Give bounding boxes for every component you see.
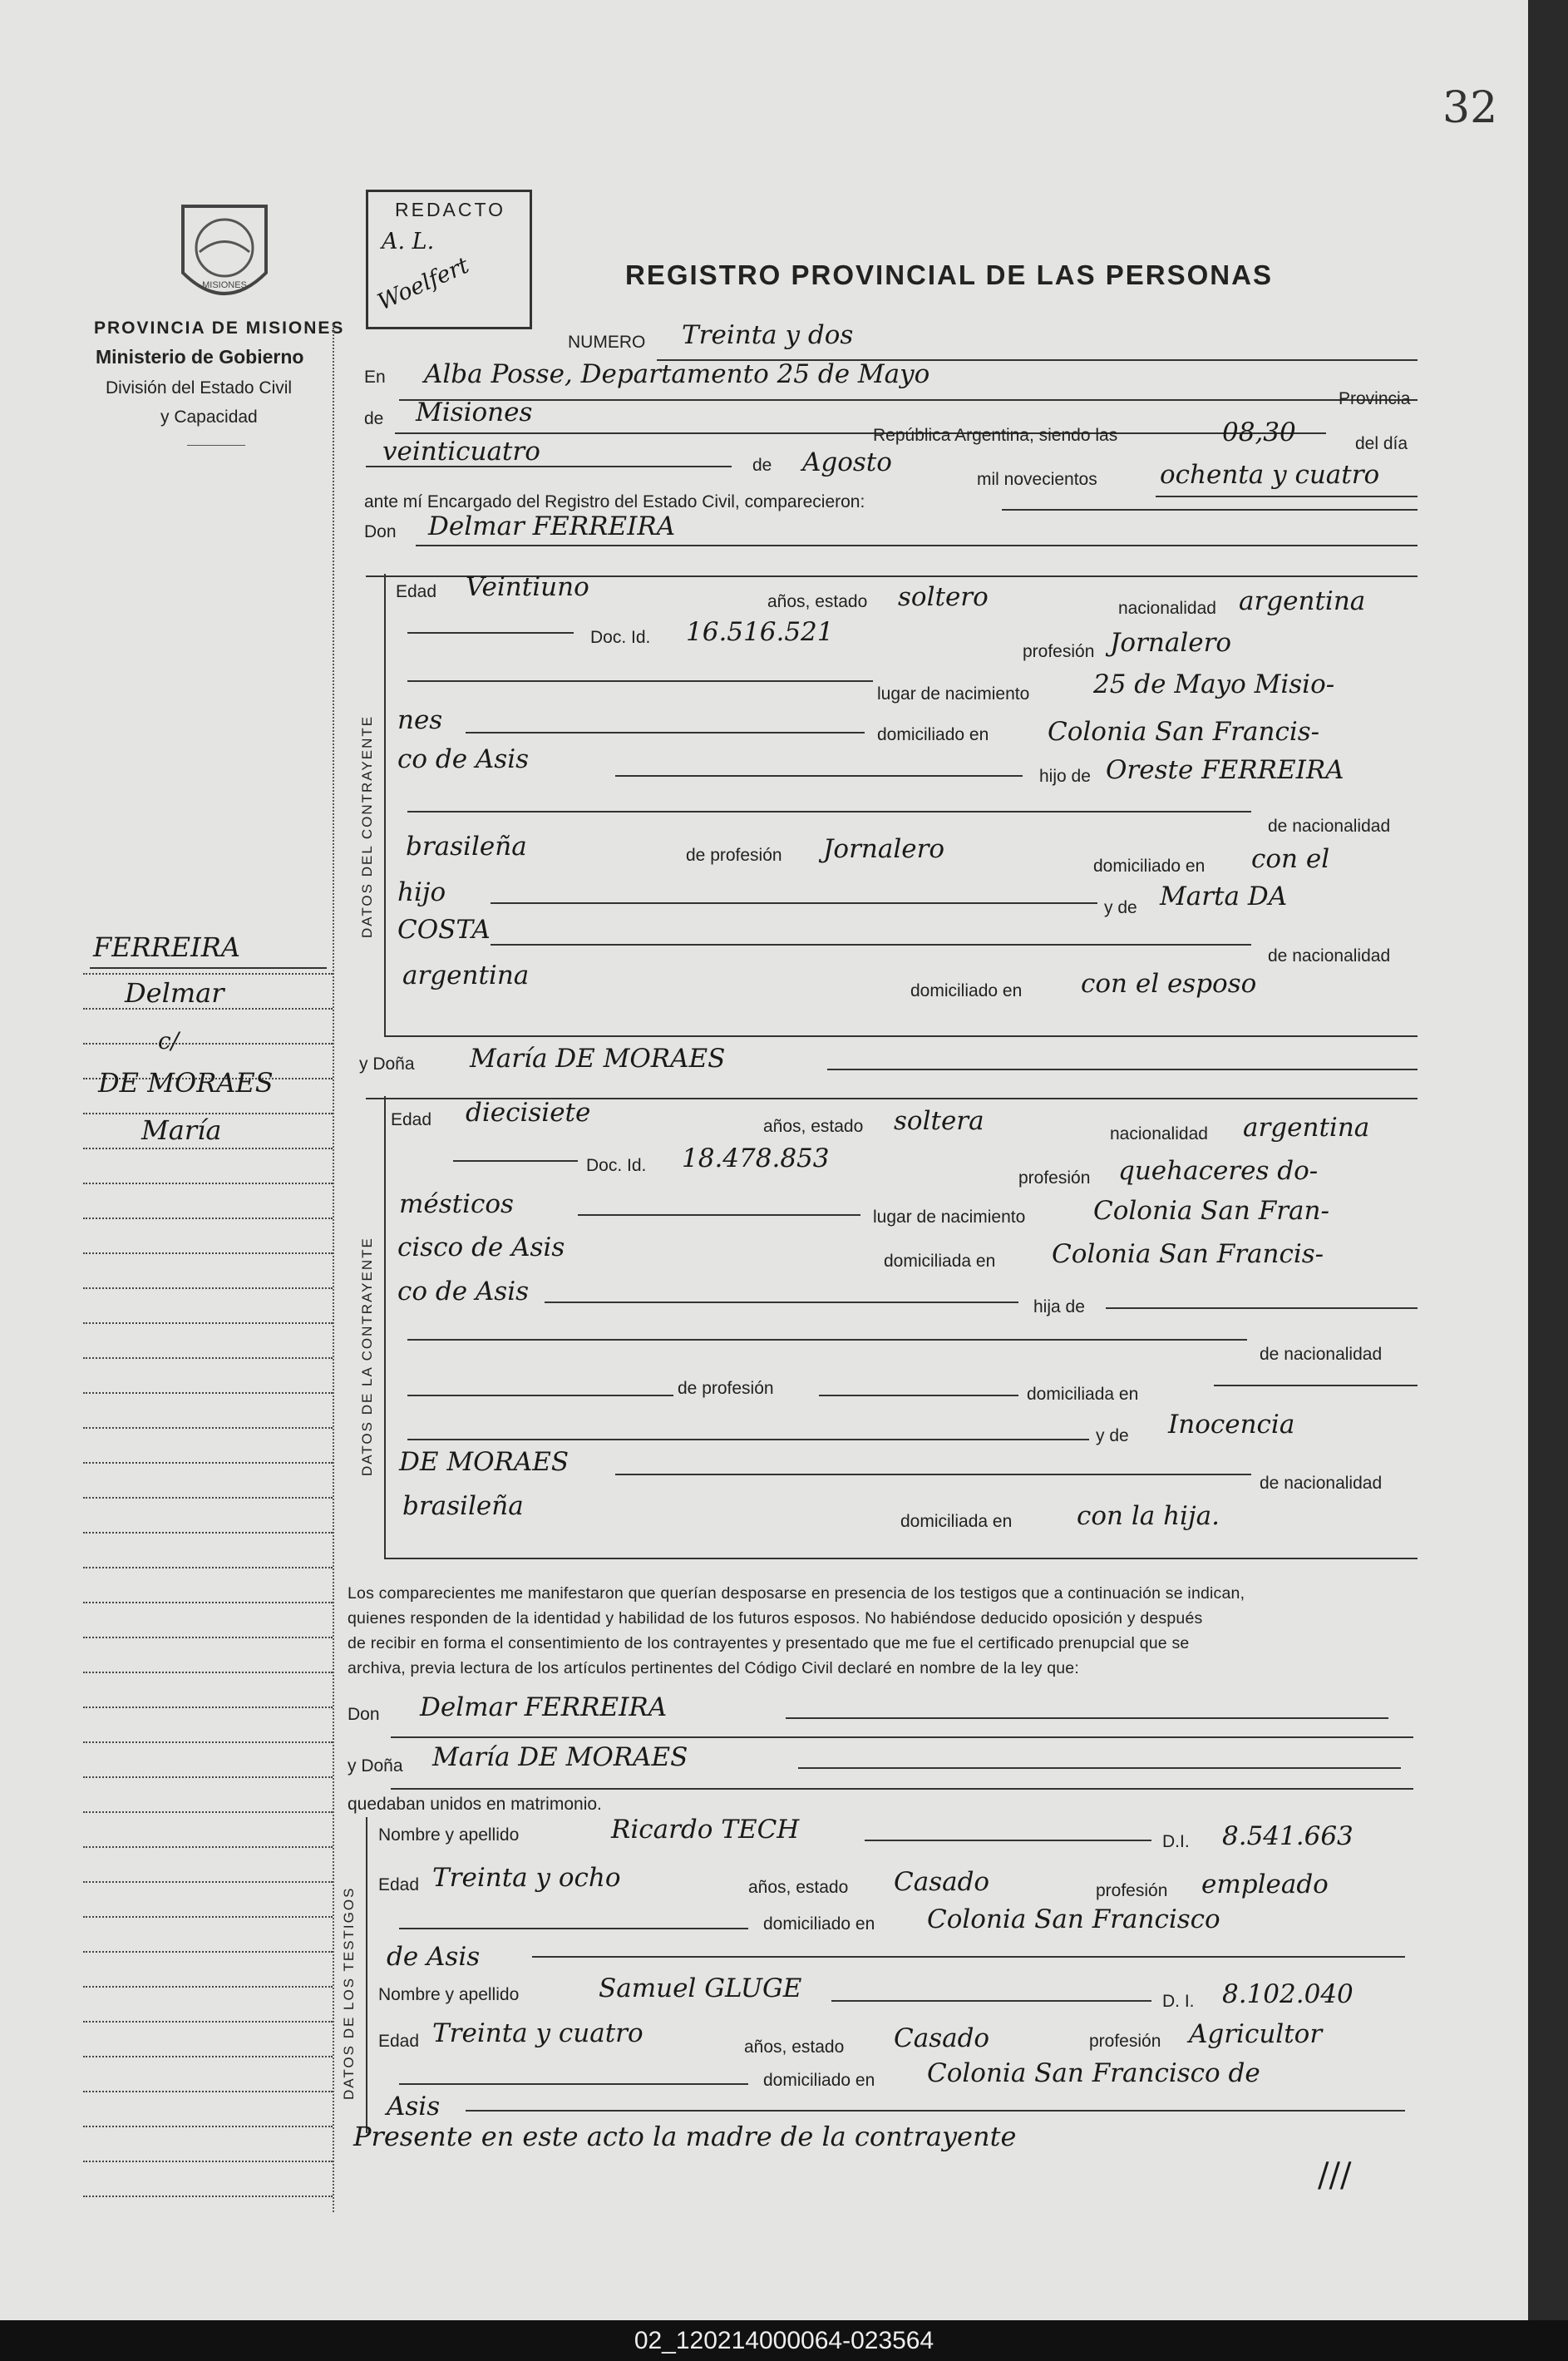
header-division-2: y Capacidad	[160, 407, 258, 427]
bride-nationality: argentina	[1243, 1113, 1370, 1143]
witness-1-di: 8.541.663	[1222, 1821, 1354, 1851]
label-en: En	[364, 368, 386, 387]
groom-age: Veintiuno	[466, 572, 589, 602]
margin-note-bride-name: María	[141, 1114, 222, 1146]
groom-doc: 16.516.521	[686, 617, 834, 647]
bride-profession-1: quehaceres do-	[1118, 1156, 1319, 1186]
label-dom-bride: domiciliada en	[884, 1252, 996, 1271]
label-doc-bride: Doc. Id.	[586, 1156, 647, 1175]
label-nac-father: de nacionalidad	[1268, 817, 1391, 836]
label-numero: NUMERO	[568, 333, 646, 352]
label-dom-mother: domiciliado en	[910, 981, 1023, 1000]
stamp-label: REDACTO	[395, 199, 506, 220]
label-anos-groom: años, estado	[767, 592, 868, 611]
stamp-handwriting-1: A. L.	[382, 229, 435, 254]
mother-nationality: argentina	[402, 961, 530, 990]
label-y-de-groom: y de	[1104, 898, 1137, 917]
label-prof-father: de profesión	[686, 846, 782, 865]
label-doc-groom: Doc. Id.	[590, 628, 651, 647]
paragraph-line-1: Los comparecientes me manifestaron que querían desposarse en presencia de los testigos que a continuación se indican,	[348, 1584, 1245, 1603]
label-dom-bride-mother: domiciliada en	[900, 1512, 1013, 1531]
header-province: PROVINCIA DE MISIONES	[94, 319, 345, 338]
label-prof-bride-father: de profesión	[678, 1379, 774, 1398]
margin-rule	[333, 324, 334, 2212]
declaration-don: Delmar FERREIRA	[420, 1692, 668, 1722]
father-address-1: con el	[1251, 844, 1330, 874]
label-de-provincia: de	[364, 409, 384, 428]
closing-mark: ///	[1318, 2156, 1352, 2195]
label-republica: República Argentina, siendo las	[873, 426, 1118, 445]
label-dom-father: domiciliado en	[1093, 857, 1206, 876]
groom-birthplace-1: 25 de Mayo Misio-	[1093, 669, 1335, 699]
label-di-w1: D.I.	[1162, 1832, 1190, 1851]
label-dom-bride-father: domiciliada en	[1027, 1385, 1139, 1404]
margin-note-with: c/	[158, 1027, 180, 1055]
label-dom-w2: domiciliado en	[763, 2071, 875, 2090]
groom-status: soltero	[898, 582, 989, 612]
paragraph-line-3: de recibir en forma el consentimiento de los contrayentes y presentado que me fue el certificado prenupcial que se	[348, 1634, 1190, 1652]
emblem-words: MISIONES	[202, 280, 247, 290]
bride-status: soltera	[894, 1106, 984, 1136]
groom-address-1: Colonia San Francis-	[1048, 717, 1320, 747]
label-edad-groom: Edad	[396, 582, 437, 601]
label-edad-bride: Edad	[391, 1110, 432, 1129]
label-provincia: Provincia	[1339, 389, 1411, 408]
label-prof-w1: profesión	[1096, 1881, 1168, 1900]
label-nac-groom: nacionalidad	[1118, 599, 1216, 618]
paragraph-line-2: quienes responden de la identidad y habilidad de los futuros esposos. No habiéndose deducido oposición y después	[348, 1609, 1203, 1628]
bride-address-2: co de Asis	[397, 1277, 530, 1306]
groom-name: Delmar FERREIRA	[428, 511, 676, 541]
provincial-emblem	[166, 190, 283, 314]
bride-address-1: Colonia San Francis-	[1052, 1239, 1324, 1269]
margin-note-name: Delmar	[125, 977, 224, 1009]
label-edad-w1: Edad	[378, 1875, 420, 1894]
label-nombre-w1: Nombre y apellido	[378, 1825, 520, 1845]
label-prof-groom: profesión	[1023, 642, 1095, 661]
record-place: Alba Posse, Departamento 25 de Mayo	[424, 359, 930, 389]
bride-birthplace-2: cisco de Asis	[397, 1232, 565, 1262]
witness-1-profession: empleado	[1201, 1870, 1329, 1899]
groom-birthplace-2: nes	[397, 705, 443, 735]
label-nac-mother: de nacionalidad	[1268, 946, 1391, 966]
bride-birthplace-1: Colonia San Fran-	[1093, 1196, 1329, 1226]
groom-mother-2: COSTA	[397, 915, 491, 945]
father-profession: Jornalero	[823, 834, 945, 864]
section-label-witnesses: DATOS DE LOS TESTIGOS	[341, 1886, 357, 2100]
mother-address: con el esposo	[1081, 969, 1257, 999]
bride-profession-2: mésticos	[399, 1189, 514, 1219]
image-caption: 02_120214000064-023564	[0, 2320, 1568, 2361]
paragraph-line-4: archiva, previa lectura de los artículos pertinentes del Código Civil declaré en nombre de la ley que:	[348, 1659, 1079, 1677]
label-nac-bride-mother: de nacionalidad	[1260, 1474, 1383, 1493]
label-anos-bride: años, estado	[763, 1117, 864, 1136]
groom-father: Oreste FERREIRA	[1106, 755, 1344, 785]
label-anos-w2: años, estado	[744, 2037, 845, 2057]
label-di-w2: D. I.	[1162, 1992, 1195, 2011]
bride-mother-address: con la hija.	[1077, 1501, 1220, 1531]
bride-doc: 18.478.853	[682, 1143, 830, 1173]
witness-2-age: Treinta y cuatro	[432, 2018, 643, 2048]
witness-2-status: Casado	[894, 2023, 990, 2053]
section-label-groom: DATOS DEL CONTRAYENTE	[359, 714, 375, 938]
header-division-1: División del Estado Civil	[106, 378, 293, 398]
label-don-declaration: Don	[348, 1705, 380, 1724]
record-year: ochenta y cuatro	[1160, 460, 1380, 490]
witness-1-age: Treinta y ocho	[432, 1863, 621, 1893]
label-anos-w1: años, estado	[748, 1878, 849, 1897]
record-number: Treinta y dos	[682, 320, 854, 350]
label-nombre-w2: Nombre y apellido	[378, 1985, 520, 2004]
label-ante: ante mí Encargado del Registro del Estado Civil, comparecieron:	[364, 492, 865, 511]
groom-nationality: argentina	[1239, 586, 1366, 616]
label-don: Don	[364, 522, 397, 541]
witness-2-profession: Agricultor	[1189, 2019, 1323, 2049]
page-number: 32	[1442, 83, 1498, 133]
label-mil: mil novecientos	[977, 470, 1097, 489]
witness-1-address-2: de Asis	[387, 1942, 481, 1972]
label-lugar-groom: lugar de nacimiento	[877, 684, 1030, 704]
label-hijo-de: hijo de	[1039, 767, 1091, 786]
label-dona-declaration: y Doña	[348, 1756, 403, 1776]
witness-2-address-2: Asis	[387, 2092, 441, 2121]
father-address-2: hijo	[397, 877, 446, 907]
redacto-stamp	[366, 190, 532, 329]
label-edad-w2: Edad	[378, 2032, 420, 2051]
record-hour: 08,30	[1222, 417, 1296, 447]
label-del-dia: del día	[1355, 434, 1408, 453]
record-province: Misiones	[416, 398, 533, 427]
label-y-dona: y Doña	[359, 1055, 415, 1074]
label-nac-bride-father: de nacionalidad	[1260, 1345, 1383, 1364]
label-y-de-bride: y de	[1096, 1426, 1129, 1445]
header-ministry: Ministerio de Gobierno	[96, 346, 304, 368]
section-label-bride: DATOS DE LA CONTRAYENTE	[359, 1237, 375, 1476]
groom-mother-1: Marta DA	[1160, 882, 1288, 911]
witness-1-status: Casado	[894, 1867, 990, 1897]
witness-1-address-1: Colonia San Francisco	[927, 1904, 1220, 1934]
margin-note-surname: FERREIRA	[93, 931, 240, 963]
label-nac-bride: nacionalidad	[1110, 1124, 1208, 1143]
groom-profession: Jornalero	[1110, 628, 1232, 658]
label-dom-groom: domiciliado en	[877, 725, 989, 744]
stamp-handwriting-2: Woelfert	[373, 252, 473, 316]
groom-address-2: co de Asis	[397, 744, 530, 774]
label-hija-de: hija de	[1033, 1297, 1085, 1316]
record-day: veinticuatro	[382, 437, 540, 467]
bride-name: María DE MORAES	[470, 1044, 726, 1074]
closing-note: Presente en este acto la madre de la contrayente	[353, 2121, 1017, 2152]
witness-2-name: Samuel GLUGE	[599, 1973, 802, 2003]
bride-age: diecisiete	[466, 1098, 591, 1128]
page-title: REGISTRO PROVINCIAL DE LAS PERSONAS	[625, 259, 1273, 290]
margin-note-bride-surname: DE MORAES	[98, 1067, 274, 1099]
bride-mother-2: DE MORAES	[399, 1447, 570, 1477]
witness-1-name: Ricardo TECH	[611, 1815, 800, 1845]
label-dom-w1: domiciliado en	[763, 1914, 875, 1934]
label-lugar-bride: lugar de nacimiento	[873, 1208, 1026, 1227]
label-quedaban: quedaban unidos en matrimonio.	[348, 1795, 602, 1814]
witness-2-di: 8.102.040	[1222, 1979, 1354, 2009]
label-prof-w2: profesión	[1089, 2032, 1161, 2051]
label-de-mes: de	[752, 456, 772, 475]
bride-mother-nationality: brasileña	[402, 1491, 524, 1521]
father-nationality: brasileña	[406, 832, 527, 862]
witness-2-address-1: Colonia San Francisco de	[927, 2058, 1260, 2088]
book-spine	[1528, 0, 1568, 2361]
bride-mother: Inocencia	[1168, 1410, 1295, 1440]
header-divider	[187, 445, 245, 446]
record-month: Agosto	[802, 447, 892, 477]
declaration-dona: María DE MORAES	[432, 1742, 688, 1772]
label-prof-bride: profesión	[1018, 1168, 1091, 1188]
